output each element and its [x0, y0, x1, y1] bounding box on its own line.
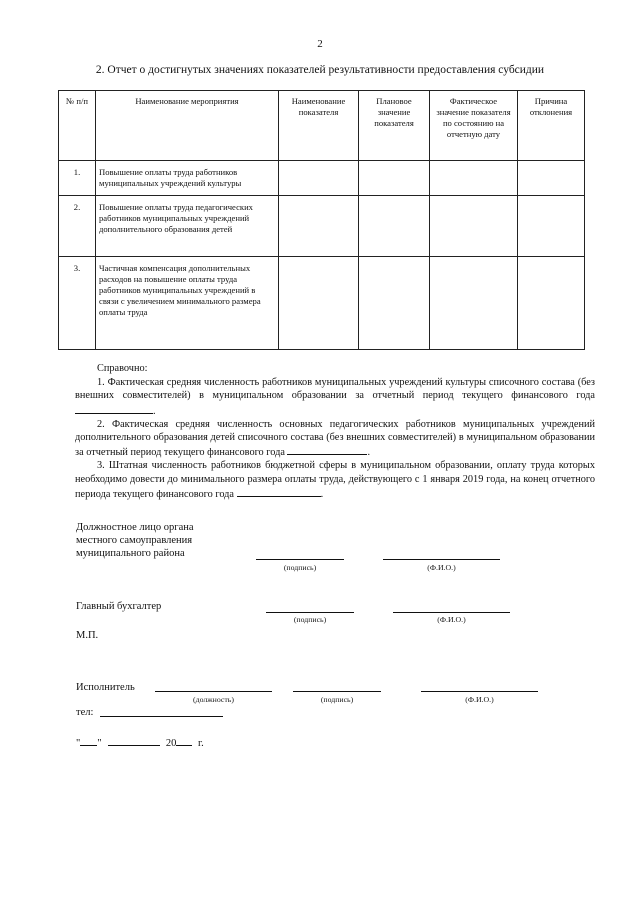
header-event-name: Наименование мероприятия: [96, 91, 279, 161]
actual-value-cell[interactable]: [430, 196, 518, 257]
table-row: [59, 196, 585, 257]
row-event-name: Частичная компенсация дополнительных расходов на повышение оплаты труда работников муниципальных учреждений в связи с увеличением минимального размера оплаты труда: [96, 257, 279, 350]
chief-signature-line[interactable]: [266, 612, 354, 613]
executor-position-line[interactable]: [155, 691, 272, 692]
executor-label: Исполнитель: [76, 682, 135, 693]
row-number: 1.: [59, 161, 96, 196]
official-line-2: местного самоуправления: [76, 535, 193, 546]
date-month-field[interactable]: [108, 735, 160, 746]
note-text: 1. Фактическая средняя численность работников муниципальных учреждений культуры списочного состава (без внешних совместителей) в муниципальном образовании за отчетный период текущего финансового года: [75, 377, 595, 402]
actual-value-cell[interactable]: [430, 257, 518, 350]
note-blank-field[interactable]: [287, 444, 367, 455]
chief-accountant-label: Главный бухгалтер: [76, 601, 162, 612]
official-label: [76, 521, 256, 560]
official-line-3: муниципального района: [76, 548, 185, 559]
table-row: [59, 257, 585, 350]
indicator-name-cell[interactable]: [279, 196, 359, 257]
planned-value-cell[interactable]: [359, 161, 430, 196]
reference-notes: [75, 362, 595, 501]
row-number: 2.: [59, 196, 96, 257]
header-deviation-reason: Причина отклонения: [518, 91, 585, 161]
notes-title: Справочно:: [97, 363, 148, 374]
actual-value-cell[interactable]: [430, 161, 518, 196]
note-blank-field[interactable]: [75, 403, 153, 414]
report-heading: 2. Отчет о достигнутых значениях показателей результативности предоставления субсидии: [95, 64, 545, 76]
executor-fio-line[interactable]: [421, 691, 538, 692]
caption-fio: (Ф.И.О.): [465, 695, 494, 704]
note-end: .: [153, 405, 156, 417]
header-number: № п/п: [59, 91, 96, 161]
phone-label: тел:: [76, 707, 94, 718]
caption-signature: (подпись): [293, 615, 327, 624]
date-block: [76, 735, 204, 750]
note-text: 2. Фактическая средняя численность основных педагогических работников муниципальных учреждений дополнительного образования детей списочного состава (без внешних совместителей) в муниципальном образовании за отчетный период текущего финансового года: [75, 418, 595, 459]
row-number: 3.: [59, 257, 96, 350]
note-blank-field[interactable]: [237, 486, 321, 497]
table-row: [59, 161, 585, 196]
deviation-reason-cell[interactable]: [518, 161, 585, 196]
caption-signature: (подпись): [283, 563, 317, 572]
date-year-field[interactable]: [176, 735, 192, 746]
note-item-2: [75, 418, 595, 460]
caption-signature: (подпись): [320, 695, 354, 704]
caption-fio: (Ф.И.О.): [437, 615, 466, 624]
planned-value-cell[interactable]: [359, 257, 430, 350]
header-indicator-name: Наименование показателя: [279, 91, 359, 161]
indicator-name-cell[interactable]: [279, 161, 359, 196]
row-event-name: Повышение оплаты труда работников муниципальных учреждений культуры: [96, 161, 279, 196]
official-fio-line[interactable]: [383, 559, 500, 560]
caption-position: (должность): [193, 695, 234, 704]
row-event-name: Повышение оплаты труда педагогических работников муниципальных учреждений дополнительного образования детей: [96, 196, 279, 257]
deviation-reason-cell[interactable]: [518, 196, 585, 257]
caption-fio: (Ф.И.О.): [427, 563, 456, 572]
note-text: 3. Штатная численность работников бюджетной сферы в муниципальном образовании, оплату труда которых необходимо довести до минимального размера оплаты труда, действующего с 1 января 2019 года, на конец отчетного периода текущего финансового года: [75, 460, 595, 500]
chief-fio-line[interactable]: [393, 612, 510, 613]
note-item-3: [75, 459, 595, 501]
stamp-label: М.П.: [76, 630, 99, 641]
report-table: [58, 90, 585, 350]
date-year-prefix: 20: [165, 738, 177, 749]
planned-value-cell[interactable]: [359, 196, 430, 257]
official-signature-line[interactable]: [256, 559, 344, 560]
page-number: 2: [317, 38, 323, 50]
date-close-quote: ": [97, 738, 102, 749]
date-day-field[interactable]: [80, 735, 97, 746]
note-end: .: [367, 447, 371, 459]
header-actual-value: Фактическое значение показателя по состоянию на отчетную дату: [430, 91, 518, 161]
note-end: .: [320, 488, 324, 500]
indicator-name-cell[interactable]: [279, 257, 359, 350]
phone-line[interactable]: [100, 716, 223, 717]
deviation-reason-cell[interactable]: [518, 257, 585, 350]
header-planned-value: Плановое значение показателя: [359, 91, 430, 161]
note-item-1: [75, 376, 595, 418]
table-header-row: [59, 91, 585, 161]
date-suffix: г.: [197, 738, 204, 749]
executor-signature-line[interactable]: [293, 691, 381, 692]
date-open-quote: ": [76, 738, 81, 749]
official-line-1: Должностное лицо органа: [76, 522, 194, 533]
